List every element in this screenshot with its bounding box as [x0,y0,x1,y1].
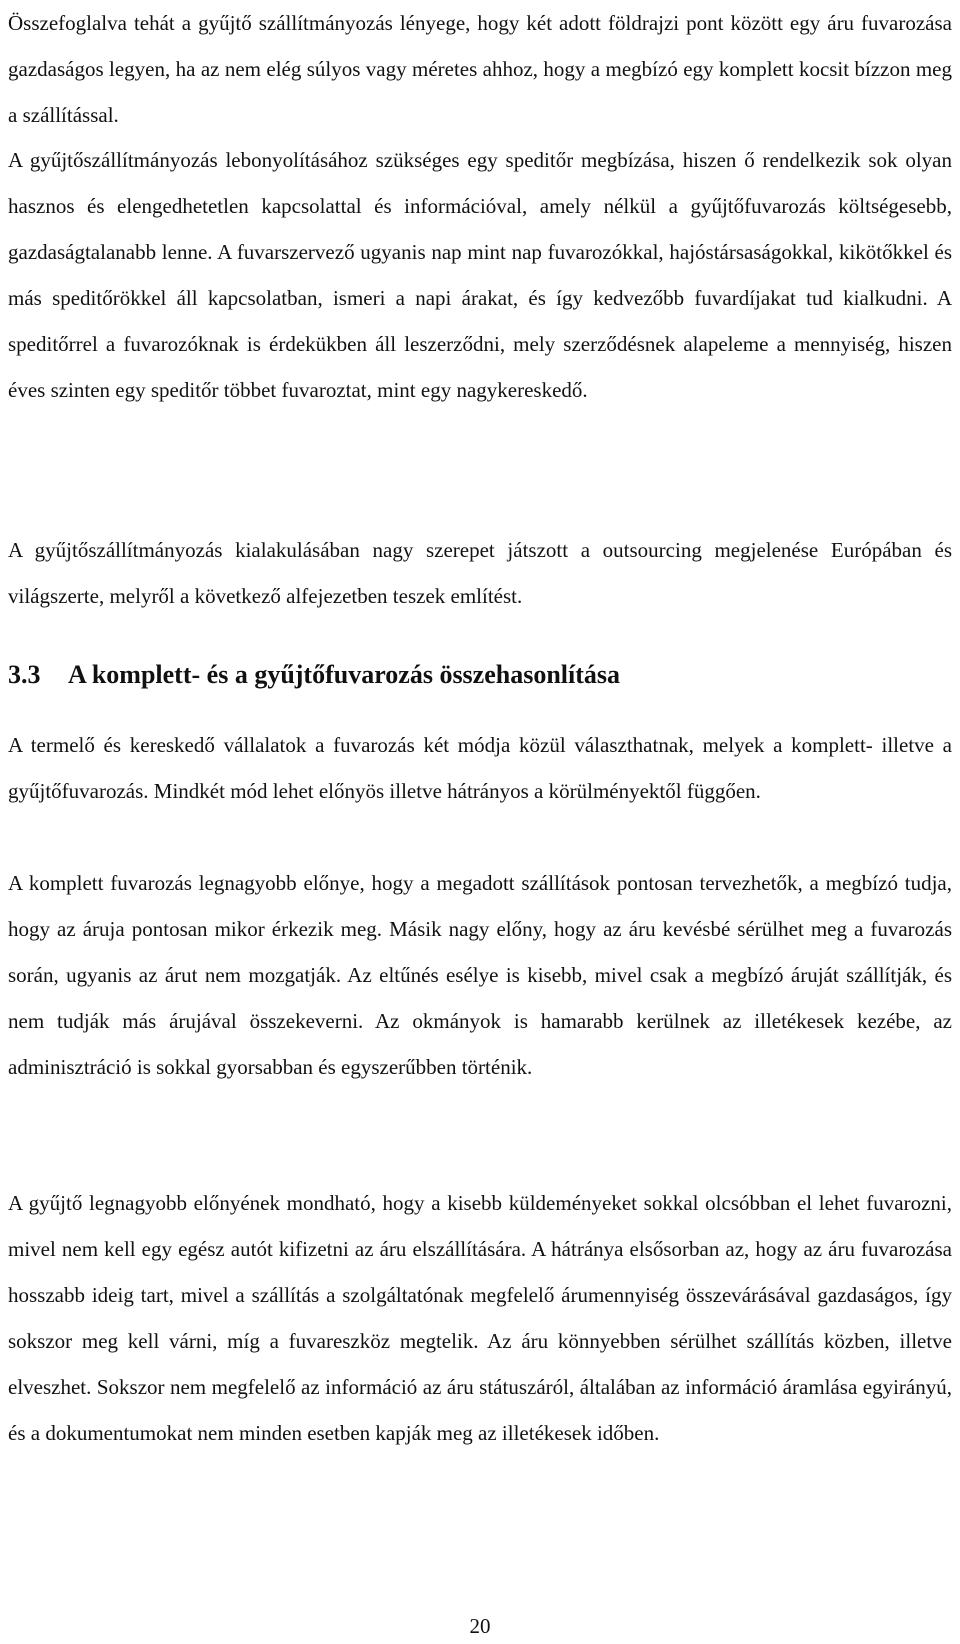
paragraph-groupage-transport: A gyűjtő legnagyobb előnyének mondható, hogy a kisebb küldeményeket sokkal olcsóbban el lehet fuvarozni, mivel nem kell egy egész autót kifizetni az áru elszállítására. A hátránya elsősorban az, hogy az áru fuvarozása hosszabb ideig tart, mivel a szállítás a szolgáltatónak megfelelő árumennyiség összevárásával gazdaságos, így sokszor meg kell várni, míg a fuvareszköz megtelik. Az áru könnyebben sérülhet szállítás közben, illetve elveszhet. Sokszor nem megfelelő az információ az áru státuszáról, általában az információ áramlása egyirányú, és a dokumentumokat nem minden esetben kapják meg az illetékesek időben. [8,1191,952,1445]
paragraph-summary: Összefoglalva tehát a gyűjtő szállítmányozás lényege, hogy két adott földrajzi pont között egy áru fuvarozása gazdaságos legyen, ha az nem elég súlyos vagy méretes ahhoz, hogy a megbízó egy komplett kocsit bízzon meg a szállítással. [8,11,952,127]
paragraph-outsourcing: A gyűjtőszállítmányozás kialakulásában nagy szerepet játszott a outsourcing megjelenése Európában és világszerte, melyről a következő alfejezetben teszek említést. [8,538,952,608]
paragraph-complete-transport: A komplett fuvarozás legnagyobb előnye, hogy a megadott szállítások pontosan tervezhetők, a megbízó tudja, hogy az áruja pontosan mikor érkezik meg. Másik nagy előny, hogy az áru kevésbé sérülhet meg a fuvarozás során, ugyanis az árut nem mozgatják. Az eltűnés esélye is kisebb, mivel csak a megbízó áruját szállítják, és nem tudják más árujával összekeverni. Az okmányok is hamarabb kerülnek az illetékesek kezébe, az adminisztráció is sokkal gyorsabban és egyszerűbben történik. [8,871,952,1079]
section-number: 3.3 [8,660,41,689]
paragraph-forwarder: A gyűjtőszállítmányozás lebonyolításához szükséges egy speditőr megbízása, hiszen ő rendelkezik sok olyan hasznos és elengedhetetlen kapcsolattal és információval, amely nélkül a gyűjtőfuvarozás költségesebb, gazdaságtalanabb lenne. A fuvarszervező ugyanis nap mint nap fuvarozókkal, hajóstársaságokkal, kikötőkkel és más speditőrökkel áll kapcsolatban, ismeri a napi árakat, és így kedvezőbb fuvardíjakat tud kialkudni. A speditőrrel a fuvarozóknak is érdekükben áll leszerződni, mely szerződésnek alapeleme a mennyiség, hiszen éves szinten egy speditőr többet fuvaroztat, mint egy nagykereskedő. [8,148,952,402]
page-number: 20 [469,1614,491,1638]
section-heading [8,652,952,698]
section-title: A komplett- és a gyűjtőfuvarozás összehasonlítása [68,660,621,689]
paragraph-intro: A termelő és kereskedő vállalatok a fuvarozás két módja közül választhatnak, melyek a komplett- illetve a gyűjtőfuvarozás. Mindkét mód lehet előnyös illetve hátrányos a körülményektől függően. [8,733,952,803]
